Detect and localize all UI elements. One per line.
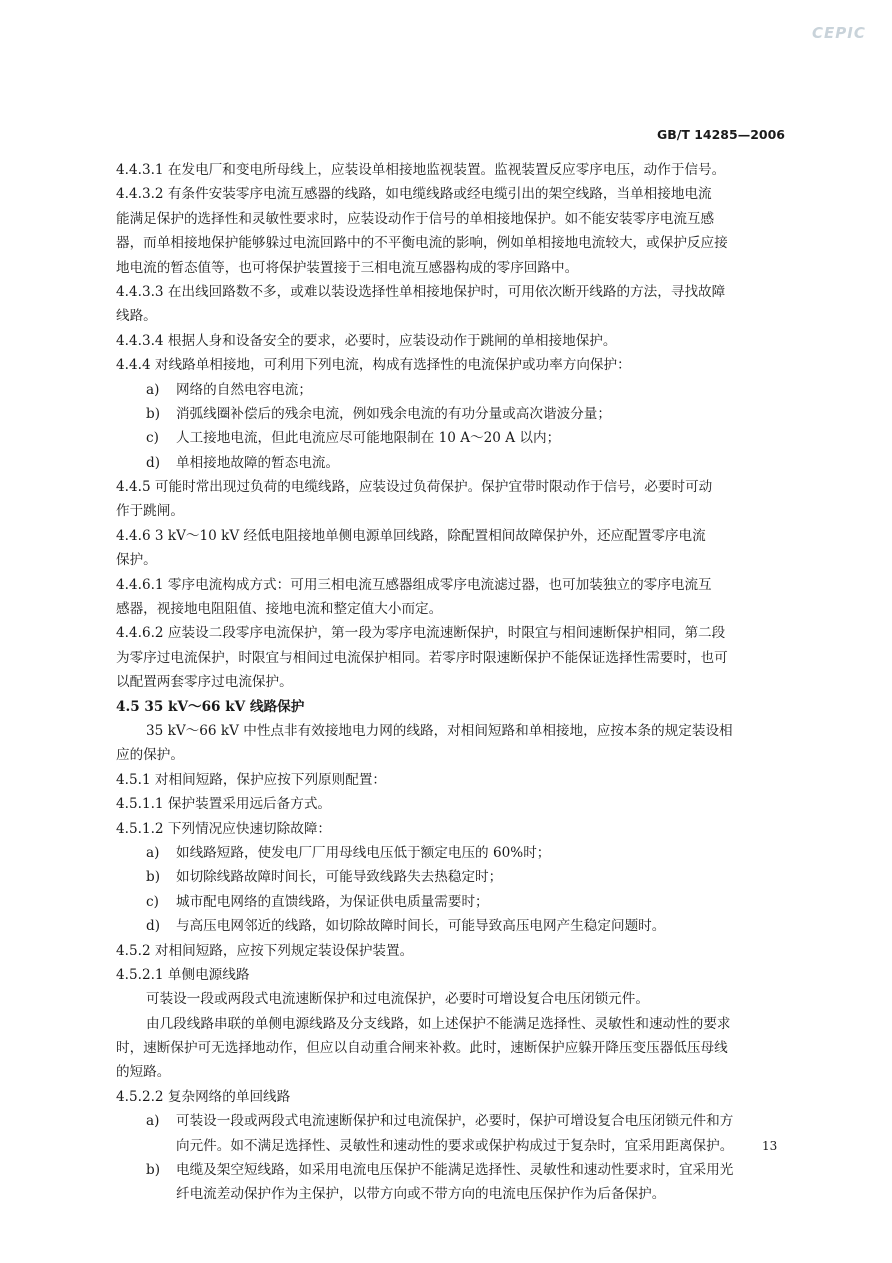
text-line [116, 256, 784, 280]
text-line [116, 1134, 784, 1158]
line-text: 电缆及架空短线路，如采用电流电压保护不能满足选择性、灵敏性和速动性要求时，宜采用光 [176, 1162, 734, 1179]
line-text: 4.4.6 3 kV～10 kV 经低电阻接地单侧电源单回线路，除配置相间故障保护外，还应配置零序电流 [116, 527, 706, 544]
document-body [116, 158, 784, 1207]
list-item-marker: b) [146, 405, 161, 422]
text-line [116, 1158, 784, 1182]
line-text: 保护。 [116, 552, 157, 569]
list-item-marker: c) [146, 893, 159, 910]
line-text: 35 kV～66 kV 中性点非有效接地电力网的线路，对相间短路和单相接地，应按本条的规定装设相 [146, 722, 733, 739]
line-text: 时，速断保护可无选择地动作，但应以自动重合闸来补救。此时，速断保护应躲开降压变压器低压母线 [116, 1040, 728, 1057]
line-text: 为零序过电流保护，时限宜与相间过电流保护相同。若零序时限速断保护不能保证选择性需要时，也可 [116, 649, 728, 666]
text-line [116, 378, 784, 402]
text-line [116, 573, 784, 597]
text-line [116, 987, 784, 1011]
line-text: 地电流的暂态值等，也可将保护装置接于三相电流互感器构成的零序回路中。 [116, 259, 579, 276]
line-text: 感器，视接地电阻阻值、接地电流和整定值大小而定。 [116, 601, 443, 618]
line-text: 器，而单相接地保护能够躲过电流回路中的不平衡电流的影响，例如单相接地电流较大，或保护反应接 [116, 235, 728, 252]
line-text: 可装设一段或两段式电流速断保护和过电流保护，必要时，保护可增设复合电压闭锁元件和方 [176, 1113, 734, 1130]
text-line [116, 621, 784, 645]
text-line [116, 768, 784, 792]
line-text: 4.5.1.2 下列情况应快速切除故障： [116, 820, 332, 837]
line-text: 以配置两套零序过电流保护。 [116, 674, 293, 691]
list-item-marker: a) [146, 844, 160, 861]
text-line [116, 743, 784, 767]
text-line [116, 353, 784, 377]
text-line [116, 231, 784, 255]
page-number: 13 [762, 1139, 778, 1153]
text-line [116, 426, 784, 450]
line-text: 4.5.1 对相间短路，保护应按下列原则配置： [116, 771, 387, 788]
text-line [116, 158, 784, 182]
list-item-marker: c) [146, 430, 159, 447]
line-text: 线路。 [116, 308, 157, 325]
line-text: 由几段线路串联的单侧电源线路及分支线路，如上述保护不能满足选择性、灵敏性和速动性的要求 [146, 1015, 731, 1032]
text-line [116, 817, 784, 841]
list-item-marker: d) [146, 918, 161, 935]
line-text: 与高压电网邻近的线路，如切除故障时间长，可能导致高压电网产生稳定问题时。 [176, 918, 666, 935]
list-item-marker: b) [146, 1162, 161, 1179]
text-line [116, 280, 784, 304]
line-text: 4.4.4 对线路单相接地，可利用下列电流，构成有选择性的电流保护或功率方向保护： [116, 357, 631, 374]
line-text: 4.4.3.1 在发电厂和变电所母线上，应装设单相接地监视装置。监视装置反应零序电压，动作于信号。 [116, 162, 726, 178]
text-line [116, 304, 784, 328]
text-line [116, 865, 784, 889]
text-line [116, 329, 784, 353]
line-text: 4.4.6.2 应装设二段零序电流保护，第一段为零序电流速断保护，时限宜与相间速断保护相同，第二段 [116, 625, 726, 642]
list-item-marker: d) [146, 454, 161, 471]
line-text: 作于跳闸。 [116, 503, 184, 520]
text-line [116, 841, 784, 865]
text-line [116, 1182, 784, 1206]
text-line [116, 475, 784, 499]
text-line [116, 890, 784, 914]
line-text: 如切除线路故障时间长，可能导致线路失去热稳定时； [176, 869, 503, 886]
line-text: 4.4.3.3 在出线回路数不多，或难以装设选择性单相接地保护时，可用依次断开线路的方法，寻找故障 [116, 283, 726, 300]
text-line [116, 1060, 784, 1084]
text-line [116, 597, 784, 621]
text-line [116, 1085, 784, 1109]
list-item-marker: a) [146, 381, 160, 398]
line-text: 4.4.6.1 零序电流构成方式：可用三相电流互感器组成零序电流滤过器，也可加装独立的零序电流互 [116, 576, 712, 593]
list-item-marker: a) [146, 1113, 160, 1130]
text-line [116, 548, 784, 572]
line-text: 4.5.2.2 复杂网络的单回线路 [116, 1088, 291, 1105]
text-line [116, 182, 784, 206]
line-text: 人工接地电流，但此电流应尽可能地限制在 10 A～20 A 以内； [176, 430, 561, 447]
line-text: 4.5.2.1 单侧电源线路 [116, 966, 250, 983]
text-line [116, 207, 784, 231]
text-line [116, 939, 784, 963]
text-line [116, 670, 784, 694]
line-text: 纤电流差动保护作为主保护，以带方向或不带方向的电流电压保护作为后备保护。 [176, 1186, 666, 1203]
line-text: 能满足保护的选择性和灵敏性要求时，应装设动作于信号的单相接地保护。如不能安装零序电流互感 [116, 210, 715, 227]
text-line [116, 402, 784, 426]
publisher-logo: CEPIC [812, 24, 866, 42]
line-text: 4.4.5 可能时常出现过负荷的电缆线路，应装设过负荷保护。保护宜带时限动作于信号，必要时可动 [116, 479, 713, 496]
text-line [116, 451, 784, 475]
line-text: 城市配电网络的直馈线路，为保证供电质量需要时； [176, 893, 489, 910]
line-text: 4.4.3.2 有条件安装零序电流互感器的线路，如电缆线路或经电缆引出的架空线路，当单相接地电流 [116, 186, 712, 203]
standard-number: GB/T 14285—2006 [656, 127, 785, 142]
text-line [116, 719, 784, 743]
line-text: 的短路。 [116, 1064, 171, 1081]
text-line [116, 792, 784, 816]
text-line [116, 695, 784, 719]
line-text: 4.4.3.4 根据人身和设备安全的要求，必要时，应装设动作于跳闸的单相接地保护。 [116, 332, 617, 349]
text-line [116, 524, 784, 548]
text-line [116, 914, 784, 938]
line-text: 4.5.2 对相间短路，应按下列规定装设保护装置。 [116, 942, 414, 959]
line-text: 4.5.1.1 保护装置采用远后备方式。 [116, 796, 332, 813]
line-text: 4.5 35 kV～66 kV 线路保护 [116, 698, 305, 715]
line-text: 单相接地故障的暂态电流。 [176, 454, 340, 471]
line-text: 网络的自然电容电流； [176, 381, 312, 398]
line-text: 向元件。如不满足选择性、灵敏性和速动性的要求或保护构成过于复杂时，宜采用距离保护。 [176, 1137, 734, 1154]
line-text: 应的保护。 [116, 747, 184, 764]
line-text: 如线路短路，使发电厂厂用母线电压低于额定电压的 60%时； [176, 844, 551, 861]
text-line [116, 499, 784, 523]
text-line [116, 963, 784, 987]
text-line [116, 1012, 784, 1036]
list-item-marker: b) [146, 869, 161, 886]
text-line [116, 1109, 784, 1133]
text-line [116, 1036, 784, 1060]
line-text: 消弧线圈补偿后的残余电流，例如残余电流的有功分量或高次谐波分量； [176, 405, 611, 422]
text-line [116, 646, 784, 670]
line-text: 可装设一段或两段式电流速断保护和过电流保护，必要时可增设复合电压闭锁元件。 [146, 991, 649, 1008]
